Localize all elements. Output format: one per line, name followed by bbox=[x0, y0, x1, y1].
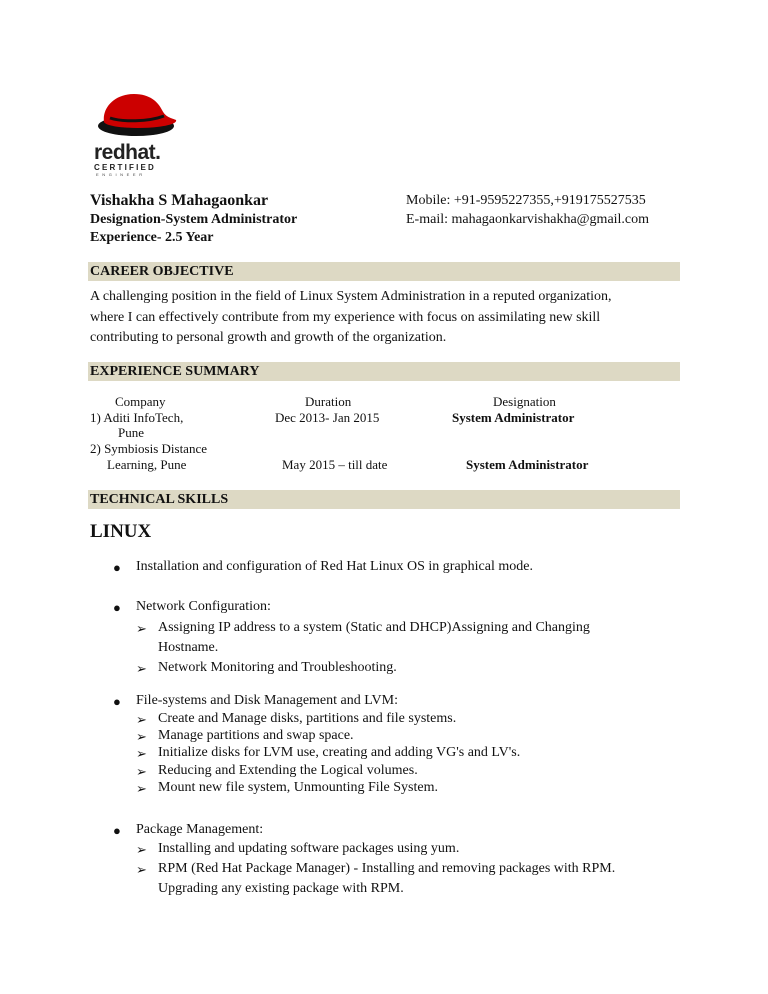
skill-item: File-systems and Disk Management and LVM: bbox=[136, 693, 398, 708]
skill-subitem: Network Monitoring and Troubleshooting. bbox=[158, 660, 397, 675]
row1-company: 1) Aditi InfoTech, bbox=[90, 410, 184, 425]
skill-subitem: Initialize disks for LVM use, creating and adding VG's and LV's. bbox=[158, 745, 521, 760]
arrow-bullet-icon: ➢ bbox=[136, 764, 147, 779]
col-header-duration: Duration bbox=[305, 394, 352, 409]
row2-company: 2) Symbiosis Distance bbox=[90, 441, 207, 456]
skills-heading-linux: LINUX bbox=[90, 521, 152, 542]
logo-brand: redhat. bbox=[94, 141, 161, 164]
section-career-objective: CAREER OBJECTIVE bbox=[88, 262, 680, 281]
skill-subitem: Mount new file system, Unmounting File System. bbox=[158, 780, 438, 795]
row2-designation: System Administrator bbox=[466, 457, 589, 472]
mobile-number: Mobile: +91-9595227355,+919175527535 bbox=[406, 193, 646, 208]
designation: Designation-System Administrator bbox=[90, 212, 298, 227]
section-experience-summary: EXPERIENCE SUMMARY bbox=[88, 362, 680, 381]
arrow-bullet-icon: ➢ bbox=[136, 712, 147, 727]
row1-designation: System Administrator bbox=[452, 410, 575, 425]
arrow-bullet-icon: ➢ bbox=[136, 729, 147, 744]
row2-duration: May 2015 – till date bbox=[282, 457, 388, 472]
bullet-icon: ● bbox=[113, 600, 121, 615]
logo-engineer: ENGINEER bbox=[96, 172, 146, 177]
skill-subitem: Create and Manage disks, partitions and file systems. bbox=[158, 711, 457, 726]
col-header-company: Company bbox=[115, 394, 166, 409]
arrow-bullet-icon: ➢ bbox=[136, 661, 147, 676]
skill-subitem: Assigning IP address to a system (Static and DHCP)Assigning and Changing bbox=[158, 620, 590, 635]
skill-item: Network Configuration: bbox=[136, 599, 271, 614]
bullet-icon: ● bbox=[113, 694, 121, 709]
logo-certified: CERTIFIED bbox=[94, 163, 157, 172]
arrow-bullet-icon: ➢ bbox=[136, 781, 147, 796]
arrow-bullet-icon: ➢ bbox=[136, 746, 147, 761]
col-header-designation: Designation bbox=[493, 394, 556, 409]
candidate-name: Vishakha S Mahagaonkar bbox=[90, 192, 269, 209]
skill-subitem-cont: Upgrading any existing package with RPM. bbox=[158, 881, 404, 896]
objective-line: contributing to personal growth and growth of the organization. bbox=[90, 330, 447, 345]
skill-subitem: Reducing and Extending the Logical volumes. bbox=[158, 763, 418, 778]
row1-duration: Dec 2013- Jan 2015 bbox=[275, 410, 380, 425]
skill-subitem-cont: Hostname. bbox=[158, 640, 219, 655]
skill-item: Package Management: bbox=[136, 822, 264, 837]
arrow-bullet-icon: ➢ bbox=[136, 621, 147, 636]
row2-company-city: Learning, Pune bbox=[107, 457, 187, 472]
experience: Experience- 2.5 Year bbox=[90, 230, 214, 245]
arrow-bullet-icon: ➢ bbox=[136, 842, 147, 857]
email-address: E-mail: mahagaonkarvishakha@gmail.com bbox=[406, 212, 650, 227]
section-technical-skills: TECHNICAL SKILLS bbox=[88, 490, 680, 509]
objective-line: where I can effectively contribute from my experience with focus on assimilating new skill bbox=[90, 309, 601, 325]
skill-subitem: Manage partitions and swap space. bbox=[158, 728, 354, 743]
arrow-bullet-icon: ➢ bbox=[136, 862, 147, 877]
skill-subitem: Installing and updating software packages using yum. bbox=[158, 841, 460, 856]
bullet-icon: ● bbox=[113, 823, 121, 838]
skill-item: Installation and configuration of Red Hat Linux OS in graphical mode. bbox=[136, 559, 533, 574]
row1-company-city: Pune bbox=[118, 425, 144, 440]
skill-subitem: RPM (Red Hat Package Manager) - Installing and removing packages with RPM. bbox=[158, 861, 616, 876]
objective-line: A challenging position in the field of Linux System Administration in a reputed organization, bbox=[90, 289, 612, 304]
bullet-icon: ● bbox=[113, 560, 121, 575]
objective-paragraph bbox=[90, 287, 680, 349]
